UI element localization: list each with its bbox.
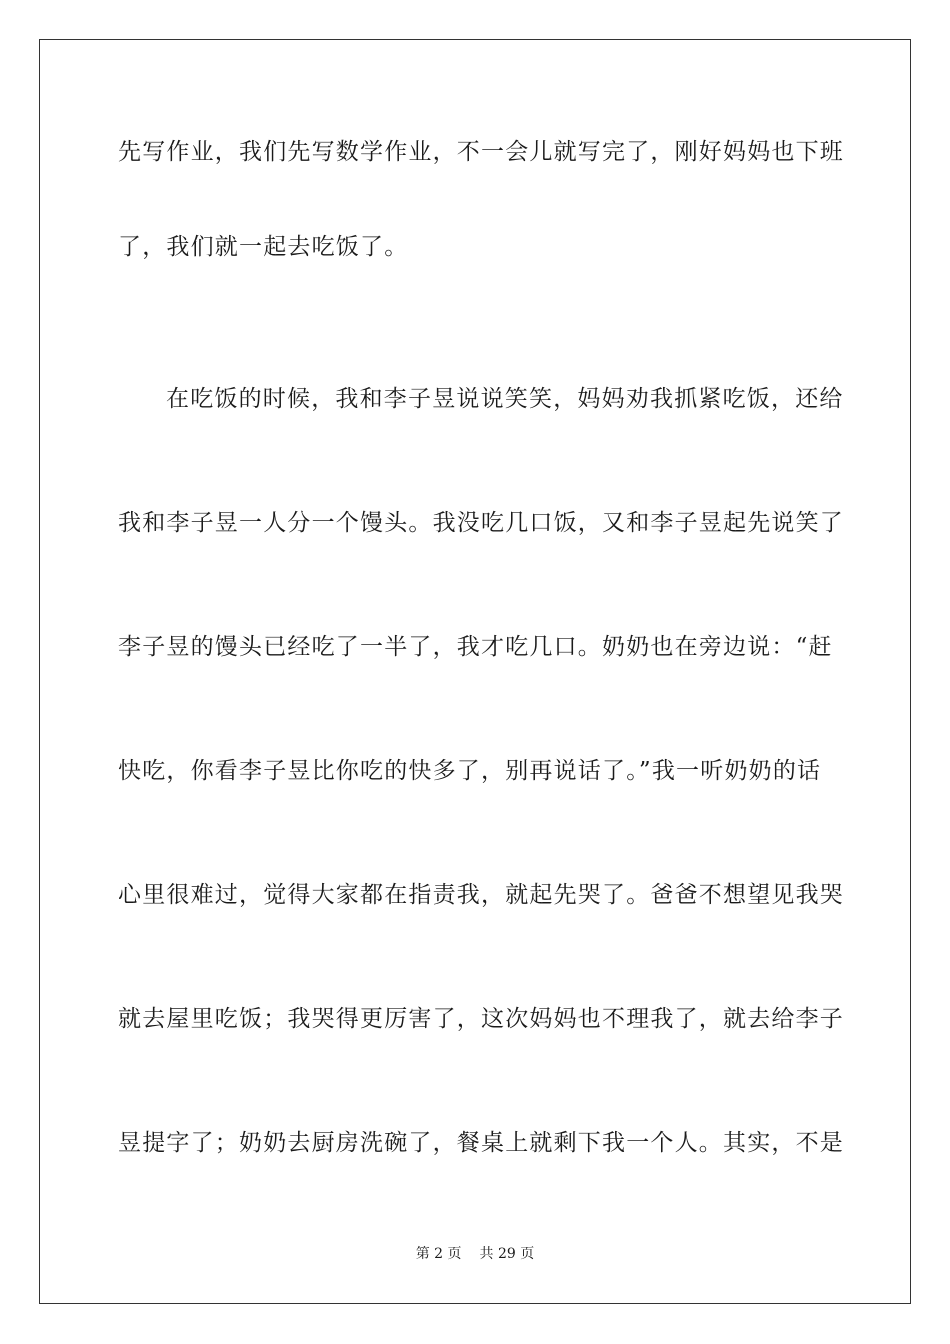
text-line-1: 先写作业，我们先写数学作业，不一会儿就写完了，刚好妈妈也下班	[118, 139, 844, 165]
page-number: 第 2 页	[415, 1246, 462, 1262]
page-total: 共 29 页	[479, 1246, 535, 1262]
text-line-3: 在吃饭的时候，我和李子昱说说笑笑，妈妈劝我抓紧吃饭，还给	[166, 386, 844, 412]
text-line-5: 李子昱的馒头已经吃了一半了，我才吃几口。奶奶也在旁边说：“赶	[118, 634, 833, 660]
text-line-4: 我和李子昱一人分一个馒头。我没吃几口饭，又和李子昱起先说笑了	[118, 510, 844, 536]
text-line-8: 就去屋里吃饭；我哭得更厉害了，这次妈妈也不理我了，就去给李子	[118, 1006, 844, 1032]
text-line-7: 心里很难过，觉得大家都在指责我，就起先哭了。爸爸不想望见我哭	[118, 882, 844, 908]
page-border	[39, 39, 911, 1304]
text-line-2: 了，我们就一起去吃饭了。	[118, 234, 409, 260]
page-footer	[0, 1245, 950, 1263]
text-line-9: 昱提字了；奶奶去厨房洗碗了，餐桌上就剩下我一个人。其实，不是	[118, 1130, 844, 1156]
text-line-6: 快吃，你看李子昱比你吃的快多了，别再说话了。”我一听奶奶的话	[118, 758, 822, 784]
